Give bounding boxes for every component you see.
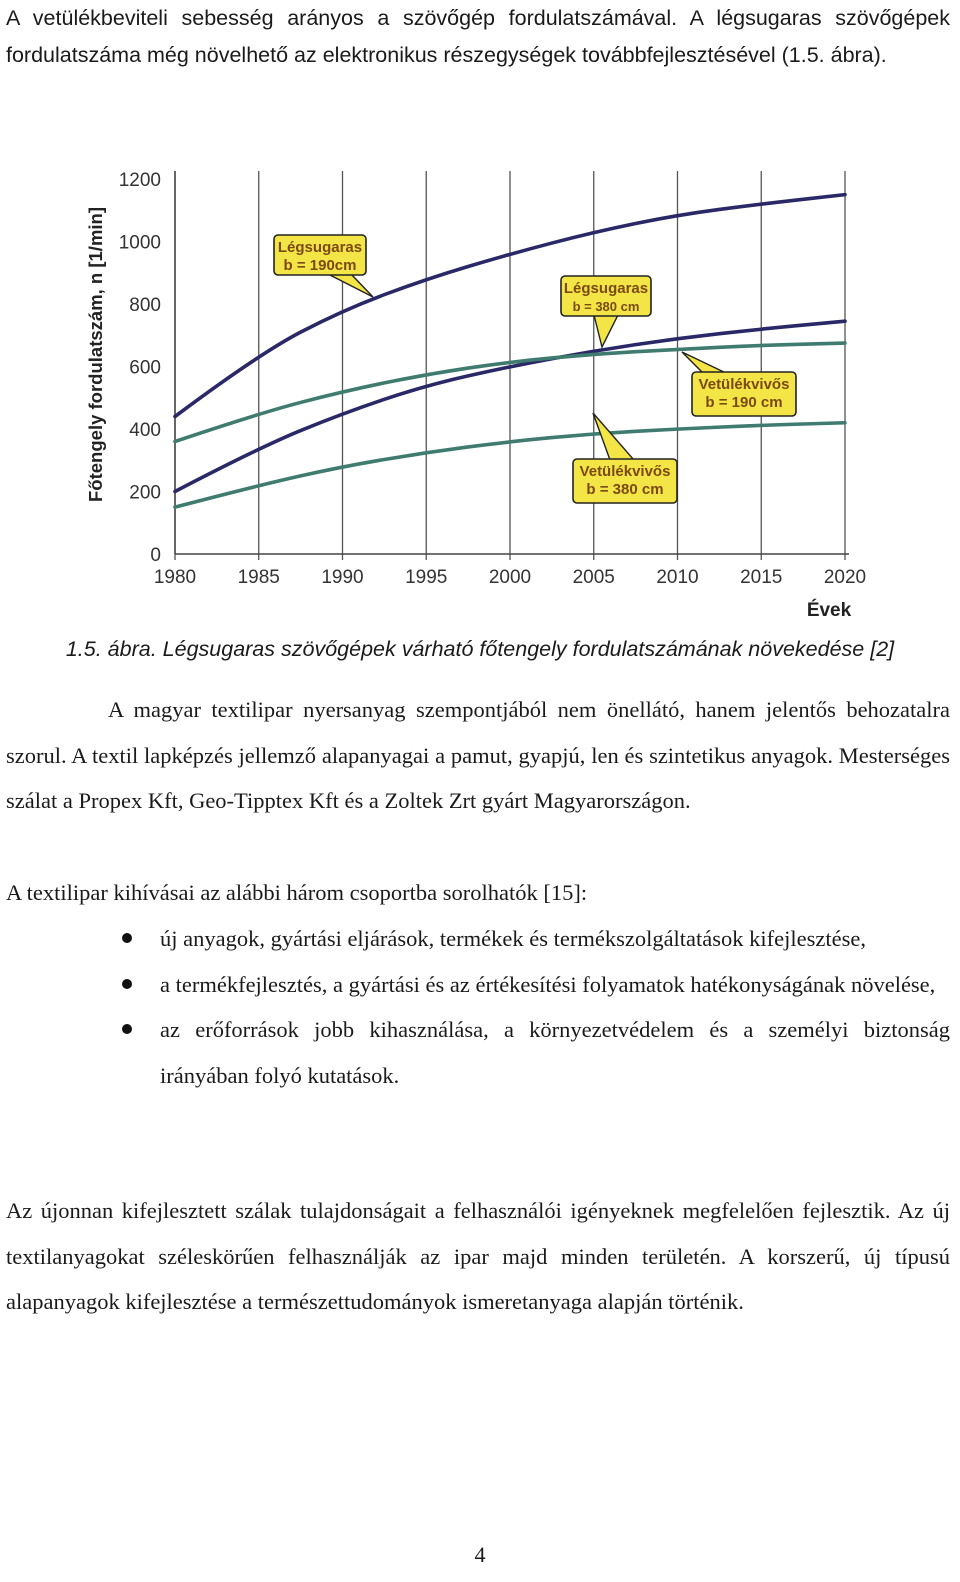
callout-pointer — [326, 273, 373, 297]
list-item-text: a termékfejlesztés, a gyártási és az értékesítési folyamatok hatékonyságának növelése, — [160, 971, 936, 997]
chart-series-labels — [274, 235, 796, 503]
callout-label-line-2: b = 190cm — [283, 257, 357, 274]
bullet-icon — [122, 933, 132, 943]
x-tick-label: 1985 — [237, 567, 280, 588]
callout-pointer — [593, 413, 634, 460]
y-tick-label: 400 — [129, 420, 161, 441]
list-item — [160, 916, 950, 962]
callout-label-line-1: Vetülékvivős — [579, 463, 671, 480]
x-tick-label: 2000 — [488, 567, 532, 588]
x-tick-label: 1990 — [321, 567, 364, 588]
x-tick-label: 2015 — [740, 567, 783, 588]
x-tick-label: 2005 — [572, 567, 615, 588]
callout-pointer — [682, 352, 728, 374]
callout-label-line-2: b = 190 cm — [705, 394, 783, 411]
series-callout — [682, 352, 796, 416]
figure-caption: 1.5. ábra. Légsugaras szövőgépek várható főtengely fordulatszámának növekedése [2] — [65, 637, 895, 661]
x-tick-label: 2020 — [823, 567, 867, 588]
callout-label-line-2: b = 380 cm — [572, 299, 640, 314]
figure-chart — [86, 158, 886, 628]
callout-pointer — [594, 315, 618, 347]
series-callout — [274, 235, 373, 297]
y-tick-label: 600 — [129, 357, 161, 379]
list-item — [160, 962, 950, 1008]
intro-paragraph: A vetülékbeviteli sebesség arányos a szövőgép fordulatszámával. A légsugaras szövőgépek fordulatszáma még növelhető az elektronikus részegységek továbbfejlesztésével (1.5. ábra). — [6, 6, 950, 67]
paragraph-3: Az újonnan kifejlesztett szálak tulajdonságait a felhasználói igényeknek megfelelően fejlesztik. Az új textilanyagokat széleskörűen felhasználják az ipar majd minden területén. A korszerű, új típusú alapanyagok kifejlesztése a természettudományok ismeretanyaga alapján történik. — [6, 1198, 950, 1314]
y-axis-title: Főtengely fordulatszám, n [1/min] — [86, 207, 106, 502]
callout-label-line-1: Légsugaras — [563, 280, 649, 297]
x-axis-title: Évek — [806, 600, 852, 621]
y-tick-label: 800 — [129, 295, 161, 316]
list-item — [160, 1007, 950, 1098]
x-tick-label: 1980 — [153, 567, 197, 588]
paragraph-2: A textilipar kihívásai az alábbi három csoportba sorolhatók [15]: — [6, 880, 588, 905]
line-chart — [86, 158, 886, 628]
list-item-text: az erőforrások jobb kihasználása, a környezetvédelem és a személyi biztonság irányában folyó kutatások. — [160, 1017, 950, 1088]
y-tick-label: 200 — [129, 482, 161, 504]
callout-label-line-2: b = 380 cm — [586, 481, 664, 498]
x-tick-label: 2010 — [656, 567, 699, 588]
list-item-text: új anyagok, gyártási eljárások, termékek és termékszolgáltatások kifejlesztése, — [160, 926, 866, 951]
y-tick-label: 1200 — [118, 170, 161, 191]
bullet-icon — [122, 1024, 132, 1034]
series-callout — [573, 413, 677, 503]
callout-label-line-1: Légsugaras — [277, 239, 363, 256]
challenges-list — [0, 916, 960, 1098]
series-callout — [561, 276, 651, 347]
y-tick-label: 0 — [150, 545, 161, 566]
paragraph-1: A magyar textilipar nyersanyag szempontjából nem önellátó, hanem jelentős behozatalra szorul. A textil lapképzés jellemző alapanyagai a pamut, gyapjú, len és szintetikus anyagok. Mesterséges szálat a Propex Kft, Geo-Tipptex Kft és a Zoltek Zrt gyárt Magyarországon. — [6, 697, 950, 813]
bullet-icon — [122, 979, 132, 989]
y-tick-label: 1000 — [118, 232, 161, 254]
page-number: 4 — [474, 1542, 486, 1567]
callout-label-line-1: Vetülékvivős — [698, 376, 790, 393]
x-tick-label: 1995 — [405, 567, 448, 588]
